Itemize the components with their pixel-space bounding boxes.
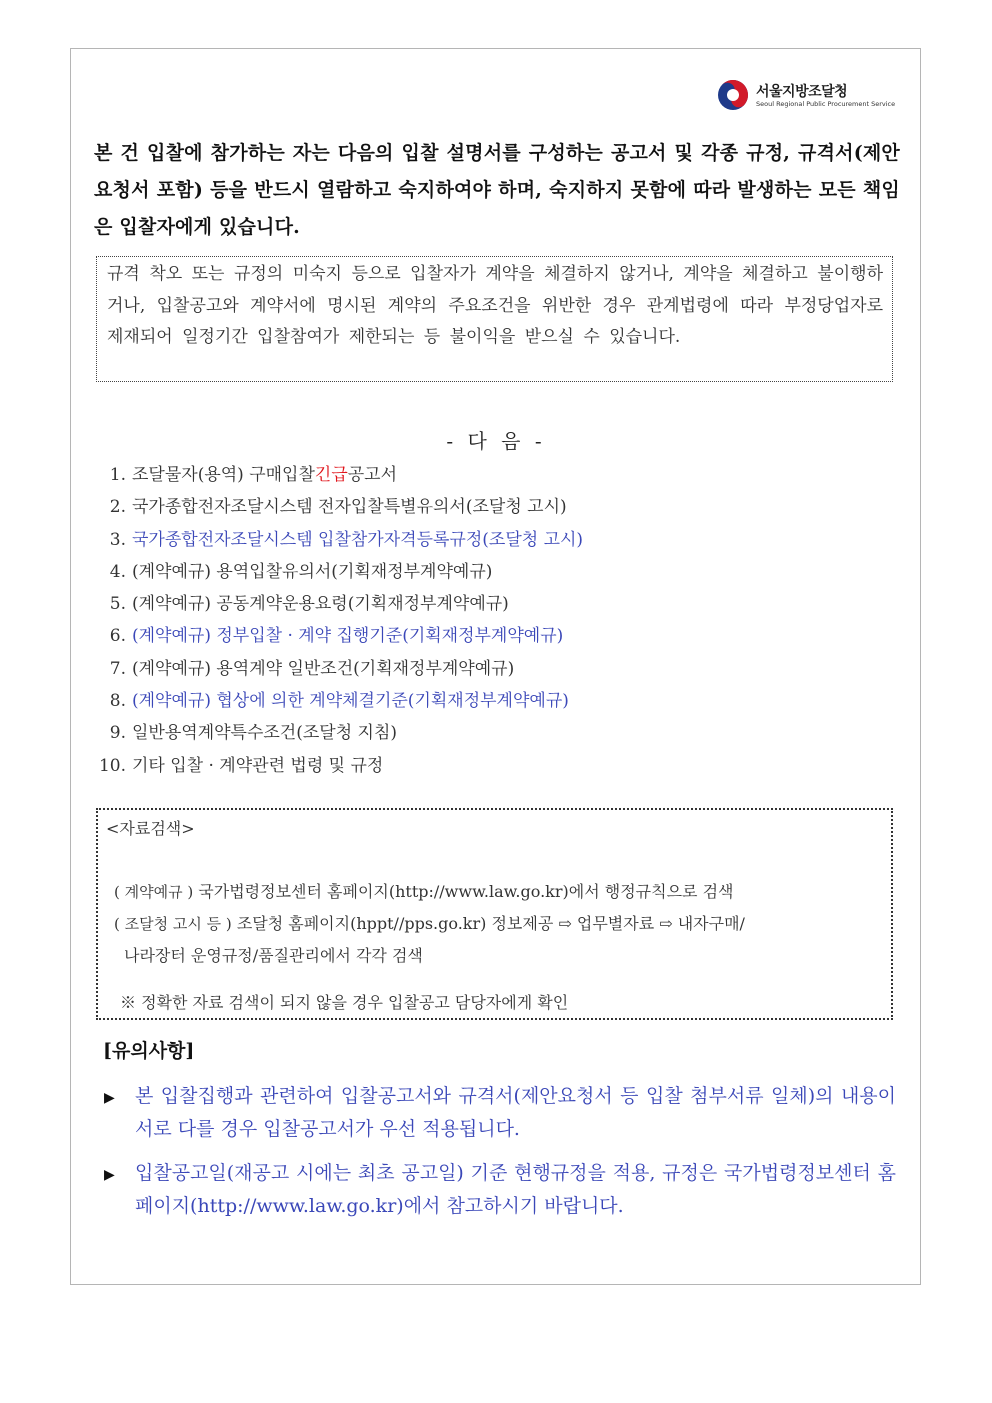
section-heading: - 다 음 - <box>446 429 546 453</box>
list-item-number: 10. <box>98 755 126 776</box>
list-item-text: 국가종합전자조달시스템 전자입찰특별유의서(조달청 고시) <box>132 497 567 518</box>
list-item-text: 일반용역계약특수조건(조달청 지침) <box>132 723 397 744</box>
search-line-notices <box>114 911 745 934</box>
taegeuk-emblem-icon <box>716 78 750 112</box>
search-line-regulations <box>114 879 734 902</box>
list-item-number: 2. <box>109 497 126 518</box>
list-item <box>88 620 583 652</box>
search-line-text: 국가법령정보센터 홈페이지(http://www.law.go.kr)에서 행정규칙으로 검색 <box>198 882 734 901</box>
list-item-text: 조달물자(용역) 구매입찰 <box>132 465 315 485</box>
list-item-text: (계약예규) 용역입찰유의서(기획재정부계약예규) <box>132 561 493 582</box>
list-item-number: 6. <box>109 626 126 647</box>
list-item <box>88 459 583 491</box>
list-item-text: (계약예규) 협상에 의한 계약체결기준(기획재정부계약예규) <box>132 691 569 712</box>
warning-text: 규격 착오 또는 규정의 미숙지 등으로 입찰자가 계약을 체결하지 않거나, 계약을 체결하고 불이행하거나, 입찰공고와 계약서에 명시된 계약의 주요조건을 위반한 경우 관계법령에 따라 부정당업자로 제재되어 일정기간 입찰참여가 제한되는 등 불이익을 받으실 수 있습니다. <box>107 264 883 347</box>
document-list <box>88 459 583 782</box>
note-text: 본 입찰집행과 관련하여 입찰공고서와 규격서(제안요청서 등 입찰 첨부서류 일체)의 내용이 서로 다를 경우 입찰공고서가 우선 적용됩니다. <box>135 1085 896 1140</box>
list-item <box>88 491 583 523</box>
list-item-text: 국가종합전자조달시스템 입찰참가자격등록규정(조달청 고시) <box>132 529 584 550</box>
search-line-text: 조달청 홈페이지(hppt//pps.go.kr) 정보제공 ⇨ 업무별자료 ⇨ 내자구매/ <box>236 914 745 933</box>
intro-paragraph: 본 건 입찰에 참가하는 자는 다음의 입찰 설명서를 구성하는 공고서 및 각종 규정, 규격서(제안요청서 포함) 등을 반드시 열람하고 숙지하여야 하며, 숙지하지 못함에 따라 발생하는 모든 책임은 입찰자에게 있습니다. <box>94 142 900 238</box>
list-item-number: 5. <box>109 594 126 615</box>
triangle-bullet-icon: ▶ <box>104 1090 115 1106</box>
logo-name: 서울지방조달청 <box>756 84 848 100</box>
note-item <box>104 1080 896 1146</box>
list-item <box>88 717 583 749</box>
list-item <box>88 524 583 556</box>
warning-box <box>96 256 893 382</box>
search-tag: ( 조달청 고시 등 ) <box>114 915 232 933</box>
list-item <box>88 685 583 717</box>
note-item <box>104 1157 896 1223</box>
search-info-box <box>96 808 893 1020</box>
list-item <box>88 750 583 782</box>
list-item-text: (계약예규) 공동계약운용요령(기획재정부계약예규) <box>132 594 509 615</box>
notes-title: [유의사항] <box>103 1040 195 1062</box>
urgent-label: 긴급 <box>314 465 348 485</box>
list-item-text: (계약예규) 정부입찰 · 계약 집행기준(기획재정부계약예규) <box>132 626 564 647</box>
logo-subtitle: Seoul Regional Public Procurement Service <box>756 100 896 108</box>
list-item <box>88 588 583 620</box>
list-item-number: 8. <box>109 691 126 712</box>
list-item-text-suffix: 공고서 <box>347 465 398 485</box>
list-item-number: 3. <box>109 529 126 550</box>
agency-logo <box>716 78 906 114</box>
search-tag: ( 계약예규 ) <box>114 883 194 901</box>
list-item-text: (계약예규) 용역계약 일반조건(기획재정부계약예규) <box>132 658 515 679</box>
list-item-number: 4. <box>109 561 126 582</box>
search-note: ※ 정확한 자료 검색이 되지 않을 경우 입찰공고 담당자에게 확인 <box>120 993 569 1012</box>
list-item-text: 기타 입찰 · 계약관련 법령 및 규정 <box>132 755 384 776</box>
list-item-number: 9. <box>109 723 126 744</box>
list-item <box>88 556 583 588</box>
triangle-bullet-icon: ▶ <box>104 1167 115 1183</box>
list-item-number: 7. <box>109 658 126 679</box>
search-box-title: <자료검색> <box>106 819 195 838</box>
list-item-number: 1. <box>109 465 126 485</box>
list-item <box>88 653 583 685</box>
search-line-continuation: 나라장터 운영규정/품질관리에서 각각 검색 <box>124 946 423 965</box>
note-text: 입찰공고일(재공고 시에는 최초 공고일) 기준 현행규정을 적용, 규정은 국가법령정보센터 홈페이지(http://www.law.go.kr)에서 참고하시기 바랍니다. <box>135 1162 896 1217</box>
